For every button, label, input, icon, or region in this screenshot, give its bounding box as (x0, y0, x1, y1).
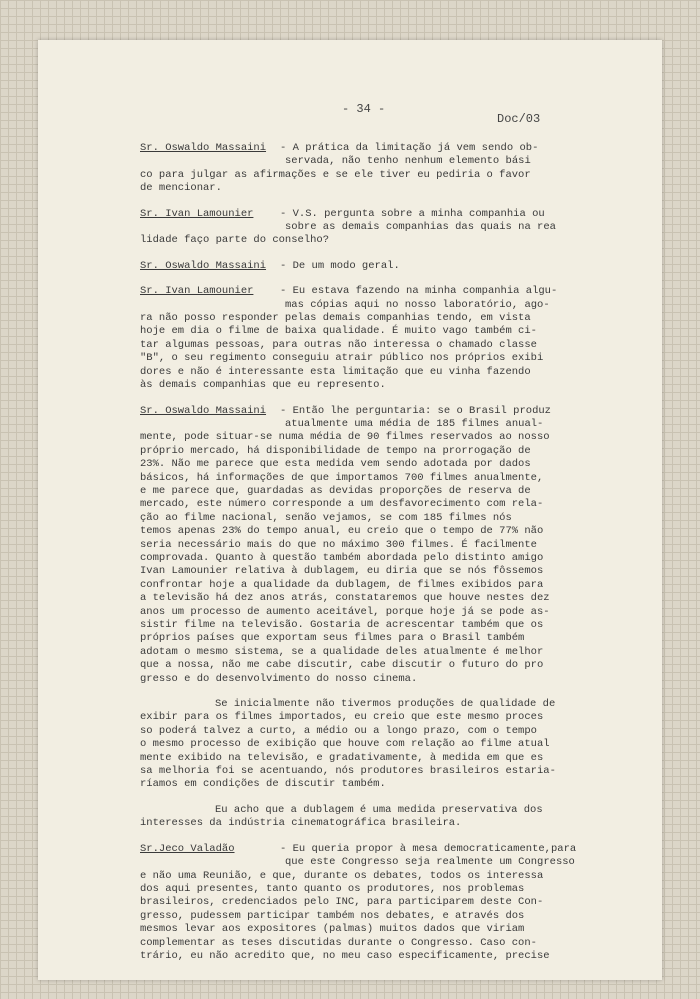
text-line: o mesmo processo de exibição que houve com relação ao filme atual (140, 738, 550, 751)
text-line: mas cópias aqui no nosso laboratório, ago- (285, 298, 550, 311)
text-line: mente, pode situar-se numa média de 90 filmes reservados ao nosso (140, 431, 550, 444)
text-line: adotam o mesmo sistema, se a qualidade deles atualmente é melhor (140, 645, 544, 658)
text-line: ríamos em condições de discutir também. (140, 778, 386, 791)
speaker-name: Sr. Ivan Lamounier (140, 207, 254, 220)
text-line: às demais companhias que eu represento. (140, 379, 386, 392)
transcript-entry (140, 208, 660, 248)
transcript-entry (140, 142, 660, 196)
speaker-name: Sr. Oswaldo Massaini (140, 259, 267, 272)
text-line: mesmos levar aos expositores (palmas) muitos dados que viriam (140, 923, 525, 936)
text-line: lidade faço parte do conselho? (140, 234, 330, 247)
text-line: confrontar hoje a qualidade da dublagem, de filmes exibidos para (140, 578, 544, 591)
text-line: Eu acho que a dublagem é uma medida preservativa dos (215, 803, 543, 816)
transcript-paragraph (140, 698, 660, 792)
text-line: 23%. Não me parece que esta medida vem sendo adotada por dados (140, 458, 531, 471)
text-line: a televisão há dez anos atrás, constataremos que houve nestes dez (140, 592, 550, 605)
speaker-name: Sr. Oswaldo Massaini (140, 142, 267, 154)
text-line: so poderá talvez a curto, a médio ou a longo prazo, com o tempo (140, 724, 537, 737)
page-number: - 34 - (342, 102, 386, 116)
transcript-entry (140, 405, 660, 687)
text-line: temos apenas 23% do tempo anual, eu creio que o tempo de 77% não (140, 525, 544, 538)
text-line: Ivan Lamounier relativa à dublagem, eu diria que se nós fôssemos (140, 565, 544, 578)
text-line: co para julgar as afirmações e se ele tiver eu pediria o favor (140, 168, 531, 181)
text-line: ra não posso responder pelas demais companhias tendo, em vista (140, 312, 531, 325)
text-line: e me parece que, guardadas as devidas proporções de reserva de (140, 484, 531, 497)
speaker-name: Sr. Ivan Lamounier (140, 285, 254, 298)
document-reference: Doc/03 (497, 112, 541, 126)
text-line: servada, não tenho nenhum elemento bási (285, 155, 531, 168)
speaker-dash: - (280, 842, 287, 855)
text-line: gresso e do desenvolvimento do nosso cinema. (140, 672, 418, 685)
text-line: trário, eu não acredito que, no meu caso especificamente, precise (140, 949, 550, 962)
speaker-dash: - (280, 404, 287, 417)
text-line: ção ao filme nacional, senão vejamos, se com 185 filmes nós (140, 511, 512, 524)
transcript-body (140, 142, 660, 975)
transcript-entry (140, 285, 660, 392)
transcript-paragraph (140, 804, 660, 831)
text-line: que a nossa, não me cabe discutir, cabe discutir o futuro do pro (140, 659, 544, 672)
text-line: De um modo geral. (292, 259, 400, 272)
speaker-dash: - (280, 142, 287, 154)
text-line: mente exibido na televisão, e gradativamente, à medida em que es (140, 751, 544, 764)
text-line: sobre as demais companhias das quais na rea (285, 221, 556, 234)
text-line: sa melhoria foi se acentuando, nós produtores brasileiros estaria- (140, 765, 556, 778)
text-line: próprios países que exportam seus filmes para o Brasil também (140, 632, 525, 645)
text-line: tar algumas pessoas, para outras não interessa o chamado classe (140, 338, 537, 351)
text-line: próprio mercado, há disponibilidade de tempo na prorrogação de (140, 444, 531, 457)
text-line: gresso, pudessem participar também nos debates, e através dos (140, 909, 525, 922)
text-line: interesses da indústria cinematográfica brasileira. (140, 817, 462, 830)
text-line: A prática da limitação já vem sendo ob- (292, 142, 539, 154)
speaker-dash: - (280, 207, 287, 220)
text-line: V.S. pergunta sobre a minha companhia ou (292, 207, 545, 220)
text-line: de mencionar. (140, 182, 222, 195)
text-line: sistir filme na televisão. Gostaria de acrescentar também que os (140, 619, 544, 631)
speaker-name: Sr.Jeco Valadão (140, 842, 235, 855)
speaker-name: Sr. Oswaldo Massaini (140, 404, 267, 417)
speaker-dash: - (280, 259, 287, 272)
text-line: e não uma Reunião, e que, durante os debates, todos os interessa (140, 869, 544, 882)
text-line: que este Congresso seja realmente um Congresso (285, 856, 575, 869)
text-line: mercado, este número corresponde a um desfavorecimento com rela- (140, 498, 544, 511)
text-line: atualmente uma média de 185 filmes anual- (285, 417, 544, 430)
text-line: hoje em dia o filme de baixa qualidade. É muito vago também ci- (140, 325, 537, 338)
text-line: brasileiros, credenciados pelo INC, para participarem deste Con- (140, 896, 544, 909)
transcript-entry (140, 843, 660, 964)
text-line: Eu estava fazendo na minha companhia algu- (292, 285, 558, 298)
text-line: dores e não é interessante esta limitação que eu vinha fazendo (140, 365, 531, 378)
text-line: básicos, há informações de que importamos 700 filmes anualmente, (140, 471, 544, 484)
text-line: dos aqui presentes, tanto quanto os produtores, nos problemas (140, 882, 525, 895)
text-line: Eu queria propor à mesa democraticamente,para (292, 842, 577, 855)
text-line: seria necessário mais do que no máximo 300 filmes. É facilmente (140, 538, 537, 551)
text-line: Então lhe perguntaria: se o Brasil produz (292, 404, 551, 417)
transcript-entry (140, 260, 660, 273)
speaker-dash: - (280, 285, 287, 298)
text-line: anos um processo de aumento aceitável, porque hoje já se pode as- (140, 605, 550, 618)
text-line: complementar as teses discutidas durante o Congresso. Caso con- (140, 936, 537, 949)
text-line: "B", o seu regimento conseguiu atrair público nos próprios exibi (140, 352, 544, 365)
text-line: exibir para os filmes importados, eu creio que este mesmo proces (140, 711, 544, 724)
text-line: comprovada. Quanto à questão também abordada pelo distinto amigo (140, 551, 544, 564)
text-line: Se inicialmente não tivermos produções de qualidade de (215, 698, 556, 711)
